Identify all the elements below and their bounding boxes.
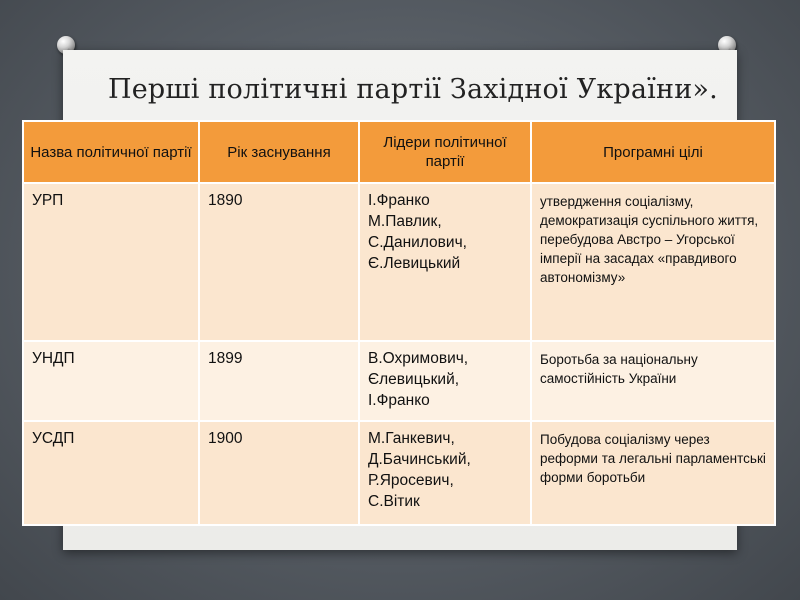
cell-party: УСДП	[23, 421, 199, 525]
cell-leaders: І.Франко М.Павлик, С.Данилович, Є.Левицький	[359, 183, 531, 341]
cell-year: 1899	[199, 341, 359, 421]
cell-leaders: В.Охримович, Єлевицький, І.Франко	[359, 341, 531, 421]
table-header-row	[23, 121, 775, 183]
cell-goals: утвердження соціалізму, демократизація суспільного життя, перебудова Австро – Угорської імперії на засадах «правдивого автономізму»	[531, 183, 775, 341]
slide-title: Перші політичні партії Західної України».	[108, 74, 718, 105]
cell-leaders: М.Ганкевич, Д.Бачинський, Р.Яросевич, С.Вітик	[359, 421, 531, 525]
parties-table	[22, 120, 776, 526]
table-row	[23, 341, 775, 421]
header-program-goals: Програмні цілі	[531, 121, 775, 183]
cell-year: 1900	[199, 421, 359, 525]
header-leaders: Лідери політичної партії	[359, 121, 531, 183]
cell-party: УРП	[23, 183, 199, 341]
cell-year: 1890	[199, 183, 359, 341]
cell-goals: Побудова соціалізму через реформи та легальні парламентські форми боротьби	[531, 421, 775, 525]
table-row	[23, 183, 775, 341]
header-party-name: Назва політичної партії	[23, 121, 199, 183]
cell-goals: Боротьба за національну самостійність України	[531, 341, 775, 421]
cell-party: УНДП	[23, 341, 199, 421]
table-row	[23, 421, 775, 525]
header-founding-year: Рік заснування	[199, 121, 359, 183]
